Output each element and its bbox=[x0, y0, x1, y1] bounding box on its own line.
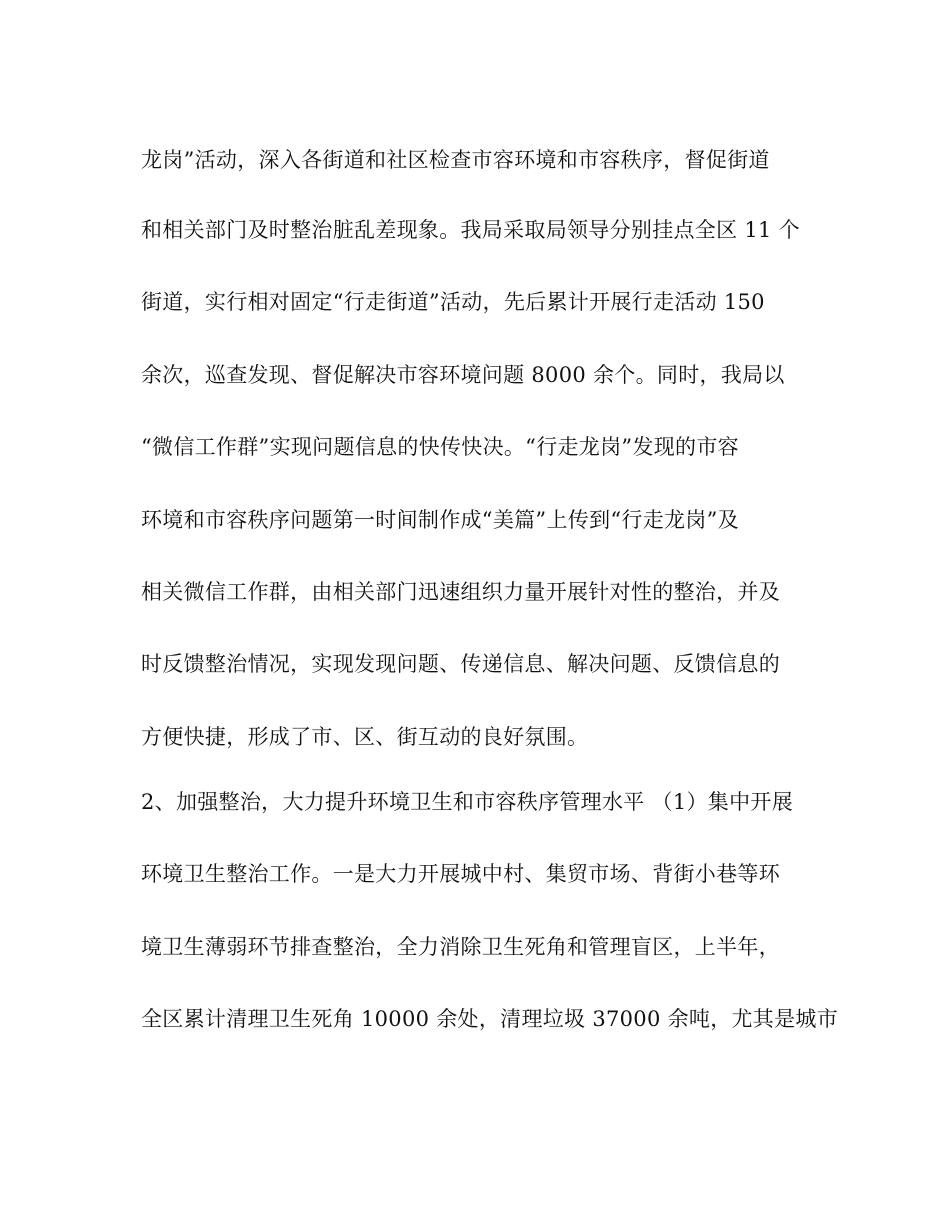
text-line: 街道，实行相对固定“行走街道”活动，先后累计开展行走活动 150 bbox=[141, 290, 765, 314]
text-line: 余次，巡查发现、督促解决市容环境问题 8000 余个。同时，我局以 bbox=[141, 363, 785, 387]
text-line: 龙岗”活动，深入各街道和社区检查市容环境和市容秩序，督促街道 bbox=[141, 148, 770, 172]
text-line: 境卫生薄弱环节排查整治，全力消除卫生死角和管理盲区，上半年， bbox=[141, 935, 780, 959]
text-line: 全区累计清理卫生死角 10000 余处，清理垃圾 37000 余吨，尤其是城市 bbox=[141, 1007, 839, 1031]
text-line: 时反馈整治情况，实现发现问题、传递信息、解决问题、反馈信息的 bbox=[141, 652, 780, 676]
text-line: 环境和市容秩序问题第一时间制作成“美篇”上传到“行走龙岗”及 bbox=[141, 508, 739, 532]
text-line: 相关微信工作群，由相关部门迅速组织力量开展针对性的整治，并及 bbox=[141, 580, 780, 604]
section-heading-line: 2、加强整治，大力提升环境卫生和市容秩序管理水平 （1）集中开展 bbox=[141, 790, 793, 814]
text-line: 和相关部门及时整治脏乱差现象。我局采取局领导分别挂点全区 11 个 bbox=[141, 218, 800, 242]
text-line: “微信工作群”实现问题信息的快传快决。“行走龙岗”发现的市容 bbox=[141, 435, 739, 459]
text-line: 方便快捷，形成了市、区、街互动的良好氛围。 bbox=[141, 725, 589, 749]
text-line: 环境卫生整治工作。一是大力开展城中村、集贸市场、背街小巷等环 bbox=[141, 862, 780, 886]
